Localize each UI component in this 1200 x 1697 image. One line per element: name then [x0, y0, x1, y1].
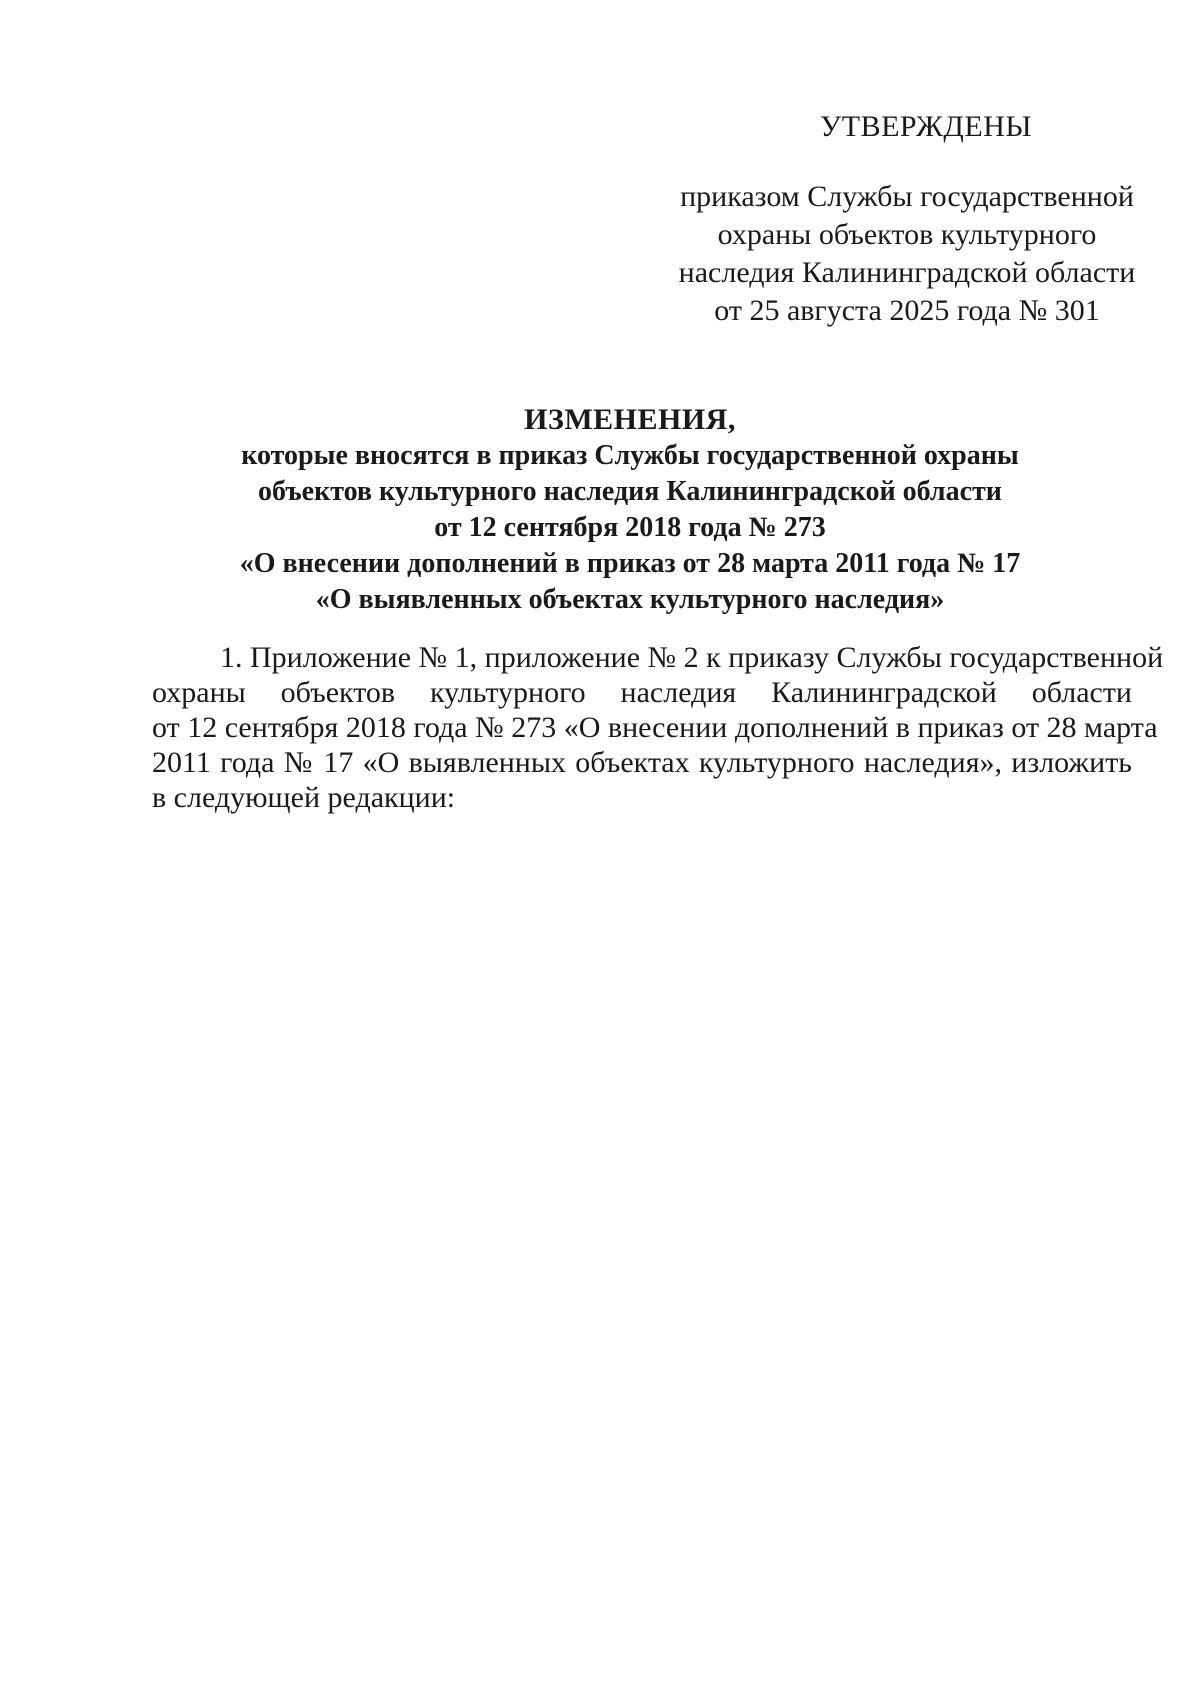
title-main: ИЗМЕНЕНИЯ, [524, 403, 736, 436]
approval-line: приказом Службы государственной [680, 180, 1134, 213]
approval-heading: УТВЕРЖДЕНЫ [820, 110, 1033, 143]
paragraph-line: охраны объектов культурного наследия Калининградской области [152, 676, 1132, 709]
title-line: от 12 сентября 2018 года № 273 [434, 512, 826, 543]
paragraph-line: 1. Приложение № 1, приложение № 2 к приказу Службы государственной [220, 641, 1164, 674]
approval-line: от 25 августа 2025 года № 301 [714, 294, 1100, 327]
title-line: «О выявленных объектах культурного наследия» [315, 584, 945, 615]
title-line: «О внесении дополнений в приказ от 28 марта 2011 года № 17 [239, 548, 1021, 579]
document-title [130, 402, 1130, 618]
title-line: которые вносятся в приказ Службы государственной охраны [241, 440, 1019, 471]
body-paragraph [152, 640, 1164, 815]
approval-line: охраны объектов культурного [717, 218, 1097, 251]
paragraph-line: в следующей редакции: [152, 781, 456, 814]
paragraph-line: от 12 сентября 2018 года № 273 «О внесении дополнений в приказ от 28 марта [152, 711, 1158, 744]
paragraph-line: 2011 года № 17 «О выявленных объектах культурного наследия», изложить [152, 746, 1132, 779]
approval-line: наследия Калининградской области [678, 256, 1136, 289]
approval-block [672, 178, 1142, 330]
title-line: объектов культурного наследия Калининградской области [258, 476, 1002, 507]
